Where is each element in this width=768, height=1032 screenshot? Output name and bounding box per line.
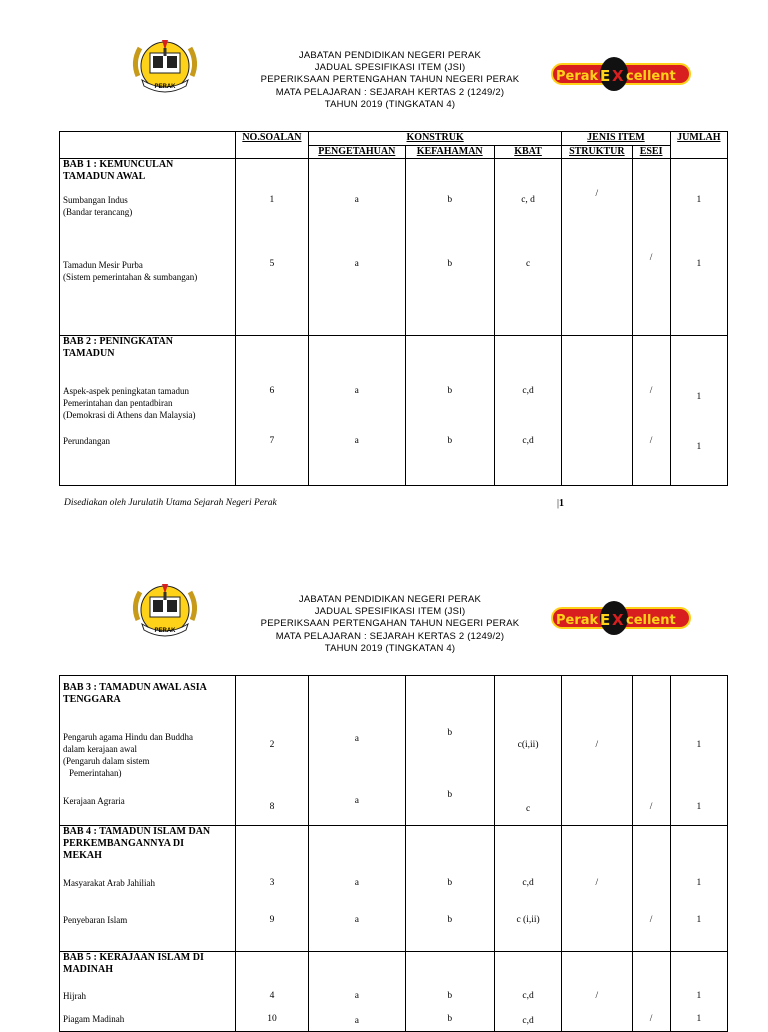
bab-4-kefahaman [405,826,494,952]
bab-1-topic-2b: (Sistem pemerintahan & sumbangan) [63,272,198,282]
bab-5-kbat [494,952,561,1032]
struktur-mark: / [595,740,599,750]
question-number: 4 [269,991,275,1001]
footer-text: Disediakan oleh Jurulatih Utama Sejarah Negeri Perak [64,498,277,508]
bab-2-title-a: BAB 2 : PENINGKATAN [63,336,173,347]
pengetahuan-value: a [354,436,359,446]
perak-education-crest-logo [128,36,202,94]
question-number: 9 [269,915,275,925]
bab-1-kefahaman [405,159,494,336]
jumlah-value: 1 [696,740,702,750]
table-row-bab-4 [60,826,728,952]
kbat-value: c,d [522,436,534,446]
logo-text-cellent: cellent [626,69,676,84]
crest-label: PERAK [154,628,176,634]
bab-5-jumlah [670,952,727,1032]
table-row-bab-1 [60,159,728,336]
header-empty-cell [60,132,236,159]
bab-2-topic-1c: (Demokrasi di Athens dan Malaysia) [63,410,196,420]
jumlah-value: 1 [696,195,702,205]
header-line-4: MATA PELAJARAN : SEJARAH KERTAS 2 (1249/2) [275,630,505,642]
kefahaman-value: b [447,1014,453,1024]
bab-1-esei [632,159,670,336]
question-number: 2 [269,740,275,750]
jumlah-value: 1 [696,991,702,1001]
bab-2-kefahaman [405,336,494,486]
pengetahuan-value: a [354,878,359,888]
table-row-bab-3 [60,676,728,826]
jumlah-value: 1 [696,802,702,812]
kefahaman-value: b [447,915,453,925]
struktur-mark: / [595,189,599,199]
bab-2-topic-2a: Perundangan [63,436,110,446]
logo-text-e: E [600,67,611,85]
bab-4-title-a: BAB 4 : TAMADUN ISLAM DAN [63,826,211,837]
bab-1-title-a: BAB 1 : KEMUNCULAN [63,159,174,170]
jumlah-value: 1 [696,878,702,888]
col-kefahaman: KEFAHAMAN [405,146,494,159]
esei-mark: / [649,802,653,812]
esei-mark: / [649,436,653,446]
question-number: 5 [269,259,275,269]
bab-3-topic-1d: Pemerintahan) [69,768,122,778]
logo-text-perak: Perak [556,613,599,628]
bab-2-topic-1b: Pemerintahan dan pentadbiran [63,398,173,408]
bab-4-jumlah [670,826,727,952]
col-struktur: STRUKTUR [562,146,632,159]
bab-2-cell [60,336,236,486]
bab-1-struktur [562,159,632,336]
question-number: 1 [269,195,275,205]
col-pengetahuan: PENGETAHUAN [309,146,405,159]
kbat-value: c,d [522,991,534,1001]
bab-1-pengetahuan [309,159,405,336]
bab-1-topic-2a: Tamadun Mesir Purba [63,260,143,270]
logo-text-e: E [600,611,611,629]
bab-3-kefahaman [405,676,494,826]
kbat-value: c [525,804,531,814]
page-number-value: 1 [559,498,565,509]
bab-5-topic-2a: Piagam Madinah [63,1014,125,1024]
bab-5-pengetahuan [309,952,405,1032]
logo-text-x: X [612,67,624,85]
bab-1-title-b: TAMADUN AWAL [63,171,146,182]
pengetahuan-value: a [354,915,359,925]
bab-3-topic-1a: Pengaruh agama Hindu dan Buddha [63,732,193,742]
bab-4-topic-2a: Penyebaran Islam [63,915,128,925]
page-header [0,0,768,120]
bab-4-title-c: MEKAH [63,850,102,861]
kefahaman-value: b [447,991,453,1001]
bab-2-kbat [494,336,561,486]
kefahaman-value: b [447,195,453,205]
bab-4-pengetahuan [309,826,405,952]
bab-4-struktur [562,826,632,952]
bab-5-struktur [562,952,632,1032]
bab-2-struktur [562,336,632,486]
bab-3-kbat [494,676,561,826]
esei-mark: / [649,253,653,263]
page-header [0,544,768,664]
perak-education-crest-logo [128,580,202,638]
bab-3-title-a: BAB 3 : TAMADUN AWAL ASIA [63,682,207,693]
bab-4-cell [60,826,236,952]
page-2 [0,544,768,1024]
header-line-3: PEPERIKSAAN PERTENGAHAN TAHUN NEGERI PERAK [260,618,520,630]
bab-3-struktur [562,676,632,826]
header-line-1: JABATAN PENDIDIKAN NEGERI PERAK [298,50,482,61]
crest-label: PERAK [154,84,176,90]
bab-4-esei [632,826,670,952]
perak-excellent-logo [550,54,692,94]
question-number: 8 [269,802,275,812]
kefahaman-value: b [447,878,453,888]
jumlah-value: 1 [696,442,702,452]
kbat-value: c(i,ii) [517,740,539,750]
jumlah-value: 1 [696,259,702,269]
header-line-4: MATA PELAJARAN : SEJARAH KERTAS 2 (1249/2) [275,86,505,98]
kefahaman-value: b [447,790,453,800]
struktur-mark: / [595,878,599,888]
col-jumlah: JUMLAH [670,132,727,159]
question-number: 10 [267,1014,277,1024]
jumlah-value: 1 [696,392,702,402]
kbat-value: c (i,ii) [516,915,540,925]
bab-3-esei [632,676,670,826]
bab-1-kbat [494,159,561,336]
bab-1-cell [60,159,236,336]
bab-1-jumlah [670,159,727,336]
bab-4-kbat [494,826,561,952]
header-line-2: JADUAL SPESIFIKASI ITEM (JSI) [314,606,466,618]
bab-5-title-a: BAB 5 : KERAJAAN ISLAM DI [63,952,204,963]
kbat-value: c [525,259,531,269]
kefahaman-value: b [447,386,453,396]
question-number: 7 [269,436,275,446]
table-row-bab-5 [60,952,728,1032]
pengetahuan-value: a [354,734,359,744]
header-line-5: TAHUN 2019 (TINGKATAN 4) [324,642,456,654]
kbat-value: c,d [522,878,534,888]
col-konstruk: KONSTRUK [309,132,562,146]
pengetahuan-value: a [354,195,359,205]
header-text-block [230,50,550,111]
col-jenis-item: JENIS ITEM [562,132,670,146]
bab-3-pengetahuan [309,676,405,826]
bab-3-no [235,676,308,826]
bab-1-topic-1b: (Bandar terancang) [63,207,133,217]
jumlah-value: 1 [696,1014,702,1024]
jsi-table-page-2 [59,675,728,1032]
bab-3-topic-2a: Kerajaan Agraria [63,796,125,806]
bab-5-esei [632,952,670,1032]
struktur-mark: / [595,991,599,1001]
bab-2-esei [632,336,670,486]
bab-4-topic-1a: Masyarakat Arab Jahiliah [63,878,155,888]
kefahaman-value: b [447,436,453,446]
bab-2-no [235,336,308,486]
logo-text-perak: Perak [556,69,599,84]
kefahaman-value: b [447,728,453,738]
col-no-soalan: NO.SOALAN [235,132,308,159]
bab-3-jumlah [670,676,727,826]
bab-5-title-b: MADINAH [63,964,113,975]
col-kbat: KBAT [494,146,561,159]
page-number [557,498,564,509]
bab-2-title-b: TAMADUN [63,348,115,359]
kbat-value: c,d [522,1016,534,1026]
esei-mark: / [649,915,653,925]
jumlah-value: 1 [696,915,702,925]
bab-3-topic-1b: dalam kerajaan awal [63,744,137,754]
bab-2-pengetahuan [309,336,405,486]
bab-1-topic-1a: Sumbangan Indus [63,195,128,205]
kbat-value: c,d [522,386,534,396]
esei-mark: / [649,1014,653,1024]
bab-4-title-b: PERKEMBANGANNYA DI [63,838,185,849]
header-line-3: PEPERIKSAAN PERTENGAHAN TAHUN NEGERI PERAK [260,74,520,86]
col-esei: ESEI [632,146,670,159]
header-text-block [230,594,550,655]
pengetahuan-value: a [354,991,359,1001]
perak-excellent-logo [550,598,692,638]
bab-3-cell [60,676,236,826]
bab-4-no [235,826,308,952]
jsi-table-page-1 [59,131,728,486]
bab-1-no [235,159,308,336]
esei-mark: / [649,386,653,396]
header-line-1: JABATAN PENDIDIKAN NEGERI PERAK [298,594,482,605]
kefahaman-value: b [447,259,453,269]
header-line-5: TAHUN 2019 (TINGKATAN 4) [324,98,456,110]
bab-5-no [235,952,308,1032]
bab-2-topic-1a: Aspek-aspek peningkatan tamadun [63,386,189,396]
bab-5-cell [60,952,236,1032]
table-row-bab-2 [60,336,728,486]
pengetahuan-value: a [354,259,359,269]
question-number: 3 [269,878,275,888]
bab-3-title-b: TENGGARA [63,694,121,705]
bab-3-topic-1c: (Pengaruh dalam sistem [63,756,150,766]
header-line-2: JADUAL SPESIFIKASI ITEM (JSI) [314,62,466,74]
logo-text-x: X [612,611,624,629]
pengetahuan-value: a [354,796,359,806]
logo-text-cellent: cellent [626,613,676,628]
pengetahuan-value: a [354,1016,359,1026]
question-number: 6 [269,386,275,396]
pengetahuan-value: a [354,386,359,396]
bab-5-kefahaman [405,952,494,1032]
page-separator: | [557,498,560,509]
bab-5-topic-1a: Hijrah [63,991,86,1001]
kbat-value: c, d [521,195,535,205]
bab-2-jumlah [670,336,727,486]
